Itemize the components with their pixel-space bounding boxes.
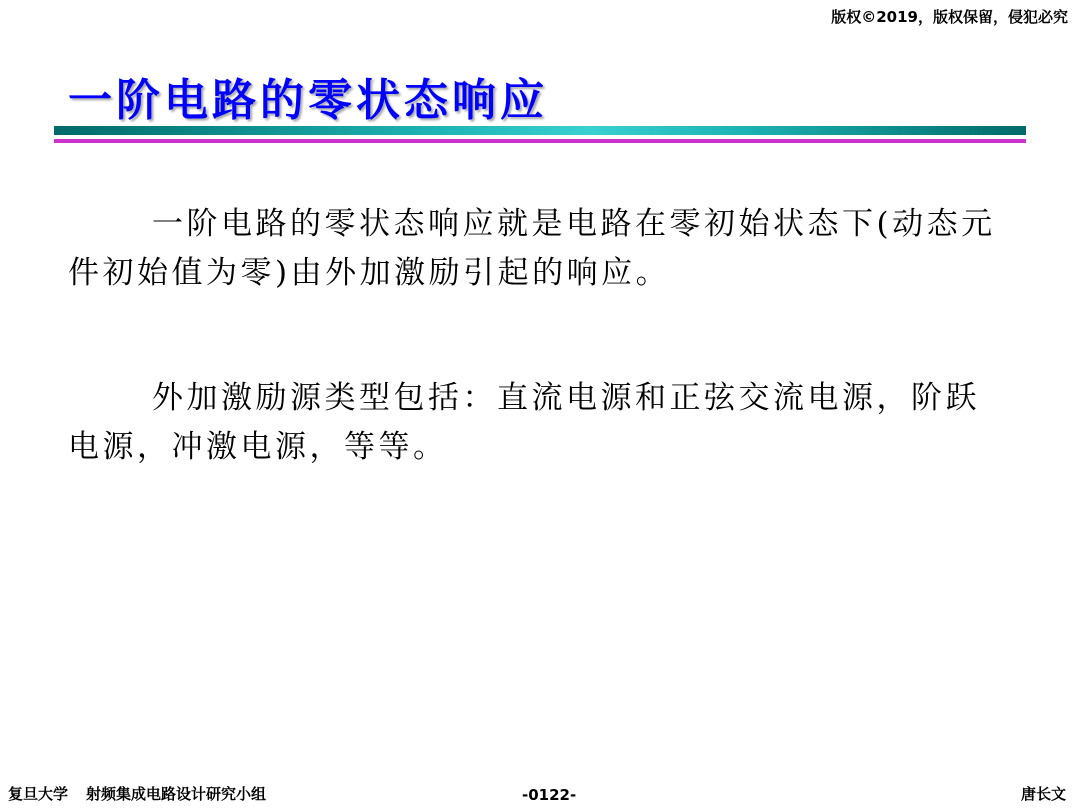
copyright-notice: 版权©2019，版权保留，侵犯必究: [831, 8, 1068, 26]
footer-author: 唐长文: [1020, 785, 1066, 803]
slide-title: 一阶电路的零状态响应: [68, 75, 548, 126]
title-rule-magenta: [54, 139, 1026, 143]
footer-group: 射频集成电路设计研究小组: [86, 785, 267, 803]
footer-affiliation: [8, 783, 266, 804]
paragraph-definition: 一阶电路的零状态响应就是电路在零初始状态下(动态元件初始值为零)由外加激励引起的响应。: [68, 206, 996, 291]
paragraph-source-types: 外加激励源类型包括：直流电源和正弦交流电源，阶跃电源，冲激电源，等等。: [68, 380, 980, 465]
title-rule-teal: [54, 126, 1026, 135]
page-number: -0122-: [522, 786, 577, 804]
footer-university: 复旦大学: [8, 785, 69, 803]
